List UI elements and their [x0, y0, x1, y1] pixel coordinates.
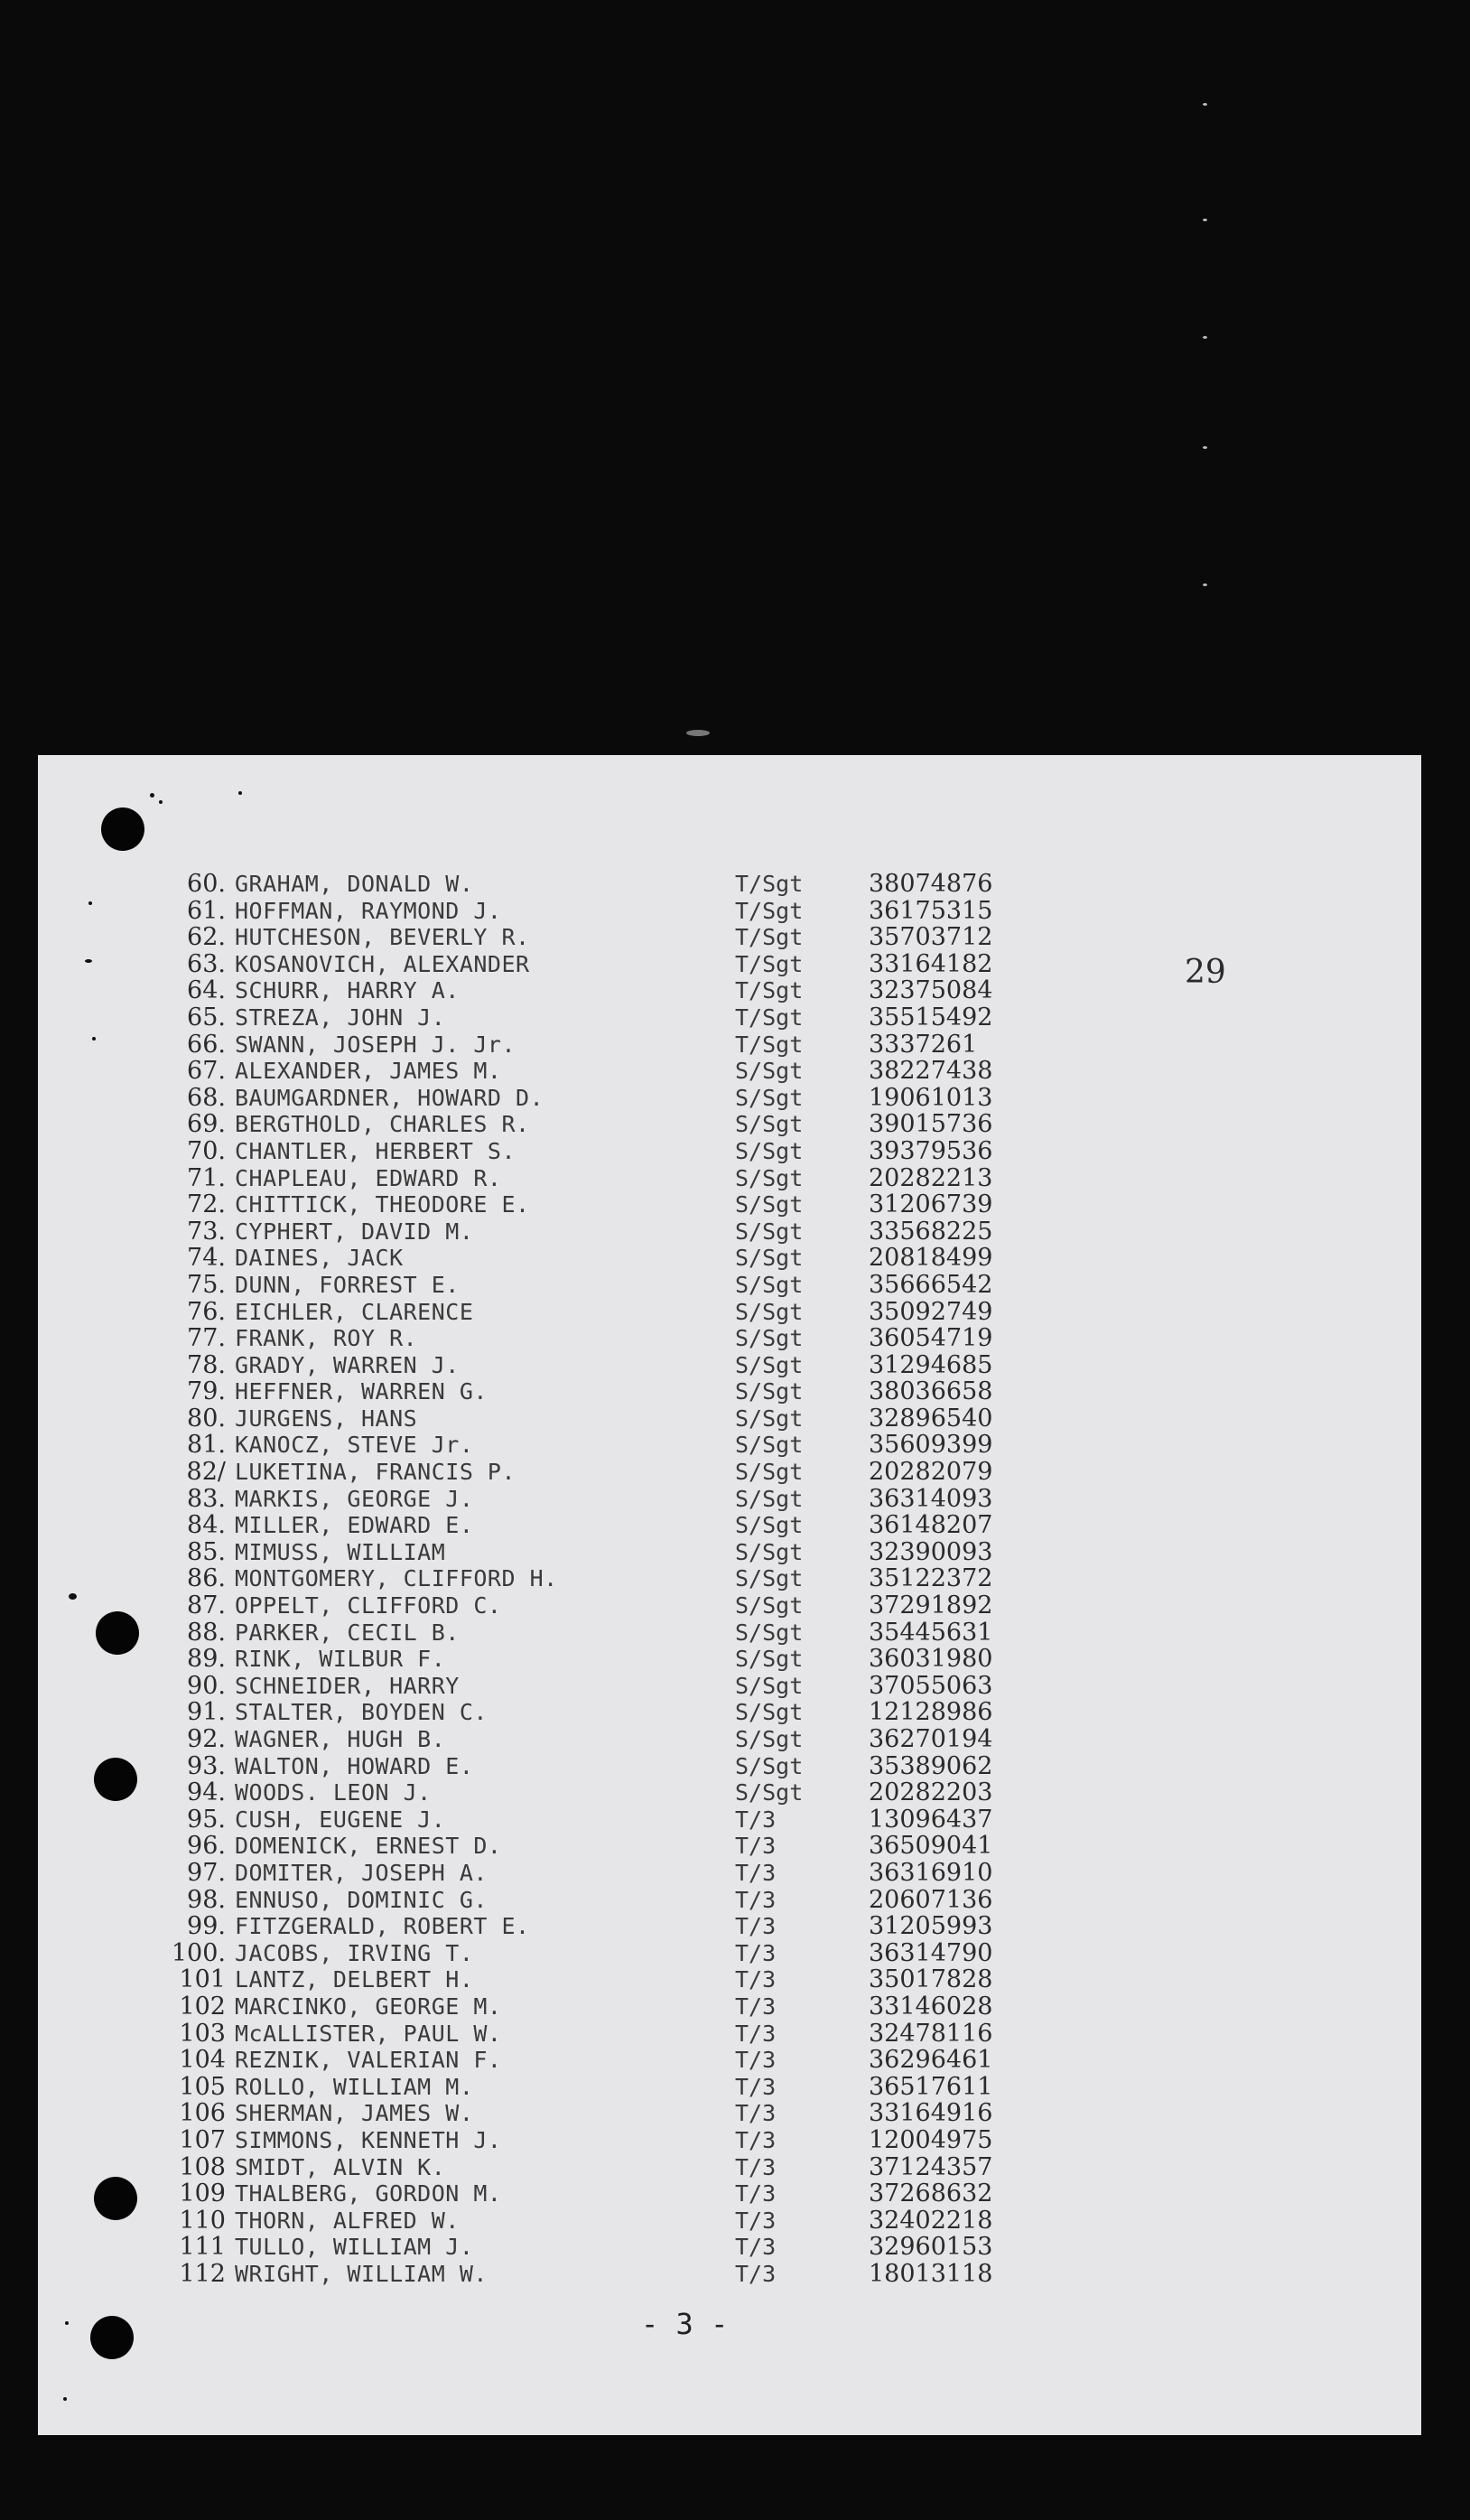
roster-row — [164, 898, 1067, 925]
entry-number: 61. — [187, 896, 226, 925]
page-number: - 3 - — [641, 2307, 729, 2341]
serial-number: 36316910 — [869, 1858, 993, 1887]
roster-row — [164, 2100, 1067, 2127]
roster-row — [164, 1378, 1067, 1405]
entry-number: 85. — [187, 1537, 226, 1566]
grade: T/3 — [735, 1913, 777, 1940]
serial-number: 36054719 — [869, 1324, 993, 1353]
grade: S/Sgt — [735, 1512, 804, 1539]
soldier-name: CHAPLEAU, EDWARD R. — [235, 1164, 502, 1191]
roster-row — [164, 1165, 1067, 1192]
serial-number: 35092749 — [869, 1297, 993, 1326]
soldier-name: DOMENICK, ERNEST D. — [235, 1833, 502, 1860]
roster-row — [164, 1325, 1067, 1352]
serial-number: 35666542 — [869, 1270, 993, 1299]
entry-number: 87. — [187, 1591, 226, 1620]
soldier-name: DOMITER, JOSEPH A. — [235, 1859, 488, 1886]
grade: S/Sgt — [735, 1164, 804, 1191]
soldier-name: MONTGOMERY, CLIFFORD H. — [235, 1565, 558, 1592]
serial-number: 35703712 — [869, 923, 993, 952]
soldier-name: CHANTLER, HERBERT S. — [235, 1137, 516, 1164]
soldier-name: HEFFNER, WARREN G. — [235, 1378, 488, 1405]
entry-number: 65. — [187, 1003, 226, 1031]
grade: T/3 — [735, 1806, 777, 1833]
serial-number: 36270194 — [869, 1725, 993, 1753]
serial-number: 12128986 — [869, 1698, 993, 1727]
roster-row — [164, 1058, 1067, 1085]
grade: S/Sgt — [735, 1191, 804, 1218]
entry-number: 67. — [187, 1057, 226, 1086]
entry-number: 64. — [187, 976, 226, 1005]
serial-number: 39015736 — [869, 1110, 993, 1139]
soldier-name: MIMUSS, WILLIAM — [235, 1538, 446, 1565]
entry-number: 103 — [179, 2019, 226, 2048]
serial-number: 20282203 — [869, 1778, 993, 1807]
soldier-name: BAUMGARDNER, HOWARD D. — [235, 1084, 544, 1111]
grade: S/Sgt — [735, 1325, 804, 1352]
entry-number: 100. — [171, 1938, 226, 1967]
roster-row — [164, 1860, 1067, 1887]
grade: S/Sgt — [735, 1779, 804, 1806]
roster-row — [164, 1299, 1067, 1326]
entry-number: 106 — [179, 2099, 226, 2128]
entry-number: 91. — [187, 1698, 226, 1727]
grade: S/Sgt — [735, 1699, 804, 1726]
soldier-name: WRIGHT, WILLIAM W. — [235, 2260, 488, 2287]
roster-row — [164, 1459, 1067, 1486]
entry-number: 78. — [187, 1350, 226, 1379]
serial-number: 32896540 — [869, 1404, 993, 1433]
serial-number: 33146028 — [869, 1992, 993, 2021]
soldier-name: WOODS. LEON J. — [235, 1779, 432, 1806]
grade: T/3 — [735, 1966, 777, 1993]
soldier-name: THALBERG, GORDON M. — [235, 2180, 502, 2207]
serial-number: 36509041 — [869, 1832, 993, 1861]
entry-number: 76. — [187, 1297, 226, 1326]
entry-number: 81. — [187, 1431, 226, 1460]
scan-speck — [1203, 446, 1207, 449]
grade: S/Sgt — [735, 1432, 804, 1459]
grade: S/Sgt — [735, 1084, 804, 1111]
soldier-name: THORN, ALFRED W. — [235, 2207, 460, 2234]
grade: T/3 — [735, 1886, 777, 1913]
serial-number: 20282079 — [869, 1458, 993, 1487]
grade: T/3 — [735, 2260, 777, 2287]
soldier-name: STREZA, JOHN J. — [235, 1003, 446, 1031]
soldier-name: MARKIS, GEORGE J. — [235, 1485, 474, 1512]
roster-row — [164, 1512, 1067, 1539]
roster-row — [164, 2127, 1067, 2154]
roster-row — [164, 2180, 1067, 2207]
grade: S/Sgt — [735, 1298, 804, 1325]
roster-row — [164, 1966, 1067, 1993]
grade: T/3 — [735, 2126, 777, 2153]
grade: T/Sgt — [735, 897, 804, 924]
roster-row — [164, 1913, 1067, 1940]
grade: S/Sgt — [735, 1485, 804, 1512]
grade: S/Sgt — [735, 1646, 804, 1673]
soldier-name: SCHURR, HARRY A. — [235, 977, 460, 1004]
grade: T/3 — [735, 2234, 777, 2261]
serial-number: 13096437 — [869, 1805, 993, 1834]
roster-row — [164, 951, 1067, 978]
entry-number: 111 — [179, 2233, 226, 2262]
paper-speck — [69, 1593, 77, 1600]
serial-number: 37291892 — [869, 1591, 993, 1620]
serial-number: 36175315 — [869, 896, 993, 925]
roster-row — [164, 1004, 1067, 1031]
serial-number: 35122372 — [869, 1564, 993, 1593]
roster-row — [164, 1245, 1067, 1272]
entry-number: 107 — [179, 2125, 226, 2154]
roster-row — [164, 1539, 1067, 1566]
serial-number: 36314093 — [869, 1484, 993, 1513]
soldier-name: FITZGERALD, ROBERT E. — [235, 1913, 530, 1940]
grade: S/Sgt — [735, 1726, 804, 1752]
entry-number: 74. — [187, 1244, 226, 1273]
roster-row — [164, 1111, 1067, 1138]
roster-row — [164, 1779, 1067, 1806]
serial-number: 35389062 — [869, 1751, 993, 1780]
punch-hole — [90, 2316, 134, 2359]
serial-number: 36517611 — [869, 2072, 993, 2101]
entry-number: 62. — [187, 923, 226, 952]
serial-number: 3337261 — [869, 1030, 978, 1059]
grade: T/Sgt — [735, 1003, 804, 1031]
entry-number: 96. — [187, 1832, 226, 1861]
roster-row — [164, 1405, 1067, 1433]
entry-number: 112 — [179, 2259, 226, 2288]
entry-number: 69. — [187, 1110, 226, 1139]
entry-number: 66. — [187, 1030, 226, 1059]
serial-number: 36031980 — [869, 1645, 993, 1674]
roster-row — [164, 977, 1067, 1004]
serial-number: 36296461 — [869, 2046, 993, 2075]
entry-number: 109 — [179, 2179, 226, 2208]
soldier-name: GRAHAM, DONALD W. — [235, 871, 474, 897]
entry-number: 101 — [179, 1965, 226, 1994]
roster-row — [164, 1191, 1067, 1218]
grade: S/Sgt — [735, 1218, 804, 1245]
grade: T/Sgt — [735, 1031, 804, 1058]
soldier-name: CYPHERT, DAVID M. — [235, 1218, 474, 1245]
soldier-name: CUSH, EUGENE J. — [235, 1806, 446, 1833]
paper-speck — [63, 2397, 67, 2401]
grade: S/Sgt — [735, 1271, 804, 1298]
grade: T/3 — [735, 1993, 777, 2020]
serial-number: 33164916 — [869, 2099, 993, 2128]
soldier-name: SMIDT, ALVIN K. — [235, 2153, 446, 2180]
entry-number: 89. — [187, 1645, 226, 1674]
roster-row — [164, 2154, 1067, 2181]
serial-number: 35515492 — [869, 1003, 993, 1031]
soldier-name: McALLISTER, PAUL W. — [235, 2020, 502, 2047]
soldier-name: CHITTICK, THEODORE E. — [235, 1191, 530, 1218]
entry-number: 70. — [187, 1136, 226, 1165]
entry-number: 93. — [187, 1751, 226, 1780]
entry-number: 104 — [179, 2046, 226, 2075]
punch-hole — [96, 1611, 139, 1655]
roster-row — [164, 1218, 1067, 1246]
paper-speck — [88, 901, 92, 905]
serial-number: 33568225 — [869, 1217, 993, 1246]
soldier-name: EICHLER, CLARENCE — [235, 1298, 474, 1325]
soldier-name: SHERMAN, JAMES W. — [235, 2100, 474, 2127]
roster-row — [164, 1352, 1067, 1379]
serial-number: 20818499 — [869, 1244, 993, 1273]
soldier-name: STALTER, BOYDEN C. — [235, 1699, 488, 1726]
entry-number: 83. — [187, 1484, 226, 1513]
roster-row — [164, 1031, 1067, 1059]
entry-number: 105 — [179, 2072, 226, 2101]
scan-speck — [1203, 583, 1207, 586]
folio-number: 29 — [1185, 954, 1226, 991]
paper-speck — [150, 793, 154, 798]
grade: T/3 — [735, 2100, 777, 2127]
soldier-name: HOFFMAN, RAYMOND J. — [235, 897, 502, 924]
roster-row — [164, 1646, 1067, 1673]
serial-number: 19061013 — [869, 1083, 993, 1112]
entry-number: 98. — [187, 1885, 226, 1914]
entry-number: 102 — [179, 1992, 226, 2021]
serial-number: 32390093 — [869, 1537, 993, 1566]
soldier-name: HUTCHESON, BEVERLY R. — [235, 924, 530, 951]
entry-number: 94. — [187, 1778, 226, 1807]
roster-row — [164, 1726, 1067, 1753]
soldier-name: BERGTHOLD, CHARLES R. — [235, 1111, 530, 1138]
grade: T/3 — [735, 2180, 777, 2207]
serial-number: 31294685 — [869, 1350, 993, 1379]
serial-number: 32960153 — [869, 2233, 993, 2262]
paper-speck — [159, 800, 163, 804]
roster-row — [164, 1806, 1067, 1834]
paper-speck — [85, 959, 92, 963]
serial-number: 36148207 — [869, 1511, 993, 1540]
grade: S/Sgt — [735, 1137, 804, 1164]
roster-row — [164, 2047, 1067, 2074]
entry-number: 80. — [187, 1404, 226, 1433]
roster-row — [164, 1592, 1067, 1619]
roster-row — [164, 1833, 1067, 1860]
grade: T/3 — [735, 1939, 777, 1966]
entry-number: 73. — [187, 1217, 226, 1246]
grade: S/Sgt — [735, 1672, 804, 1699]
punch-hole — [94, 1758, 137, 1801]
roster-row — [164, 1432, 1067, 1459]
roster-row — [164, 1940, 1067, 1967]
entry-number: 68. — [187, 1083, 226, 1112]
grade: S/Sgt — [735, 1459, 804, 1486]
soldier-name: WAGNER, HUGH B. — [235, 1726, 446, 1752]
entry-number: 110 — [179, 2206, 226, 2235]
grade: S/Sgt — [735, 1538, 804, 1565]
serial-number: 37055063 — [869, 1671, 993, 1700]
soldier-name: JACOBS, IRVING T. — [235, 1939, 474, 1966]
serial-number: 36314790 — [869, 1938, 993, 1967]
soldier-name: ENNUSO, DOMINIC G. — [235, 1886, 488, 1913]
soldier-name: PARKER, CECIL B. — [235, 1619, 460, 1646]
grade: S/Sgt — [735, 1405, 804, 1432]
soldier-name: MARCINKO, GEORGE M. — [235, 1993, 502, 2020]
grade: T/3 — [735, 1833, 777, 1860]
serial-number: 32478116 — [869, 2019, 993, 2048]
serial-number: 35609399 — [869, 1431, 993, 1460]
serial-number: 20282213 — [869, 1163, 993, 1192]
grade: S/Sgt — [735, 1378, 804, 1405]
roster-row — [164, 1085, 1067, 1112]
soldier-name: OPPELT, CLIFFORD C. — [235, 1592, 502, 1619]
roster-row — [164, 2234, 1067, 2261]
paper-speck — [65, 2321, 69, 2325]
scan-speck — [1203, 219, 1207, 221]
roster-row — [164, 1619, 1067, 1647]
roster-row — [164, 871, 1067, 898]
entry-number: 77. — [187, 1324, 226, 1353]
serial-number: 38036658 — [869, 1377, 993, 1406]
grade: S/Sgt — [735, 1752, 804, 1779]
entry-number: 88. — [187, 1618, 226, 1647]
entry-number: 90. — [187, 1671, 226, 1700]
entry-number: 79. — [187, 1377, 226, 1406]
roster-row — [164, 2021, 1067, 2048]
scan-speck — [1203, 336, 1207, 339]
punch-hole — [94, 2177, 137, 2220]
serial-number: 38227438 — [869, 1057, 993, 1086]
entry-number: 108 — [179, 2152, 226, 2181]
roster-row — [164, 924, 1067, 951]
entry-number: 86. — [187, 1564, 226, 1593]
entry-number: 84. — [187, 1511, 226, 1540]
serial-number: 33164182 — [869, 949, 993, 978]
serial-number: 39379536 — [869, 1136, 993, 1165]
serial-number: 31206739 — [869, 1190, 993, 1219]
soldier-name: JURGENS, HANS — [235, 1405, 418, 1432]
paper-speck — [92, 1037, 96, 1041]
entry-number: 97. — [187, 1858, 226, 1887]
roster-row — [164, 1138, 1067, 1165]
entry-number: 75. — [187, 1270, 226, 1299]
serial-number: 31205993 — [869, 1912, 993, 1941]
grade: S/Sgt — [735, 1351, 804, 1378]
serial-number: 32375084 — [869, 976, 993, 1005]
grade: T/3 — [735, 2153, 777, 2180]
serial-number: 37268632 — [869, 2179, 993, 2208]
serial-number: 35445631 — [869, 1618, 993, 1647]
soldier-name: KANOCZ, STEVE Jr. — [235, 1432, 474, 1459]
roster-row — [164, 1887, 1067, 1914]
roster-row — [164, 1486, 1067, 1513]
entry-number: 60. — [187, 870, 226, 898]
roster-row — [164, 1565, 1067, 1592]
scan-speck — [686, 730, 710, 736]
roster-row — [164, 2074, 1067, 2101]
soldier-name: SWANN, JOSEPH J. Jr. — [235, 1031, 516, 1058]
soldier-name: ALEXANDER, JAMES M. — [235, 1058, 502, 1085]
paper-speck — [238, 791, 242, 795]
serial-number: 38074876 — [869, 870, 993, 898]
roster-row — [164, 1673, 1067, 1700]
serial-number: 12004975 — [869, 2125, 993, 2154]
soldier-name: ROLLO, WILLIAM M. — [235, 2073, 474, 2100]
serial-number: 32402218 — [869, 2206, 993, 2235]
soldier-name: TULLO, WILLIAM J. — [235, 2234, 474, 2261]
soldier-name: WALTON, HOWARD E. — [235, 1752, 474, 1779]
punch-hole — [101, 807, 144, 851]
soldier-name: GRADY, WARREN J. — [235, 1351, 460, 1378]
soldier-name: LUKETINA, FRANCIS P. — [235, 1459, 516, 1486]
soldier-name: SIMMONS, KENNETH J. — [235, 2126, 502, 2153]
serial-number: 37124357 — [869, 2152, 993, 2181]
grade: T/Sgt — [735, 950, 804, 977]
grade: S/Sgt — [735, 1619, 804, 1646]
grade: T/Sgt — [735, 924, 804, 951]
entry-number: 63. — [187, 949, 226, 978]
soldier-name: FRANK, ROY R. — [235, 1325, 418, 1352]
soldier-name: DUNN, FORREST E. — [235, 1271, 460, 1298]
serial-number: 20607136 — [869, 1885, 993, 1914]
grade: S/Sgt — [735, 1245, 804, 1272]
roster-row — [164, 1699, 1067, 1726]
grade: T/3 — [735, 2207, 777, 2234]
entry-number: 82/ — [186, 1458, 226, 1487]
grade: T/3 — [735, 1859, 777, 1886]
roster-list — [164, 871, 1067, 2287]
roster-page — [38, 755, 1421, 2435]
roster-row — [164, 1272, 1067, 1299]
soldier-name: KOSANOVICH, ALEXANDER — [235, 950, 530, 977]
roster-row — [164, 1753, 1067, 1780]
scan-speck — [1203, 103, 1207, 106]
grade: S/Sgt — [735, 1565, 804, 1592]
grade: S/Sgt — [735, 1111, 804, 1138]
soldier-name: REZNIK, VALERIAN F. — [235, 2047, 502, 2074]
grade: T/Sgt — [735, 871, 804, 897]
soldier-name: LANTZ, DELBERT H. — [235, 1966, 474, 1993]
roster-row — [164, 1993, 1067, 2021]
soldier-name: RINK, WILBUR F. — [235, 1646, 446, 1673]
entry-number: 71. — [187, 1163, 226, 1192]
roster-row — [164, 2261, 1067, 2288]
serial-number: 35017828 — [869, 1965, 993, 1994]
entry-number: 72. — [187, 1190, 226, 1219]
grade: T/3 — [735, 2073, 777, 2100]
grade: T/3 — [735, 2020, 777, 2047]
serial-number: 18013118 — [869, 2259, 993, 2288]
entry-number: 95. — [187, 1805, 226, 1834]
grade: S/Sgt — [735, 1592, 804, 1619]
roster-row — [164, 2207, 1067, 2235]
soldier-name: MILLER, EDWARD E. — [235, 1512, 474, 1539]
grade: S/Sgt — [735, 1058, 804, 1085]
grade: T/Sgt — [735, 977, 804, 1004]
entry-number: 92. — [187, 1725, 226, 1753]
soldier-name: SCHNEIDER, HARRY — [235, 1672, 460, 1699]
entry-number: 99. — [187, 1912, 226, 1941]
soldier-name: DAINES, JACK — [235, 1245, 404, 1272]
grade: T/3 — [735, 2047, 777, 2074]
